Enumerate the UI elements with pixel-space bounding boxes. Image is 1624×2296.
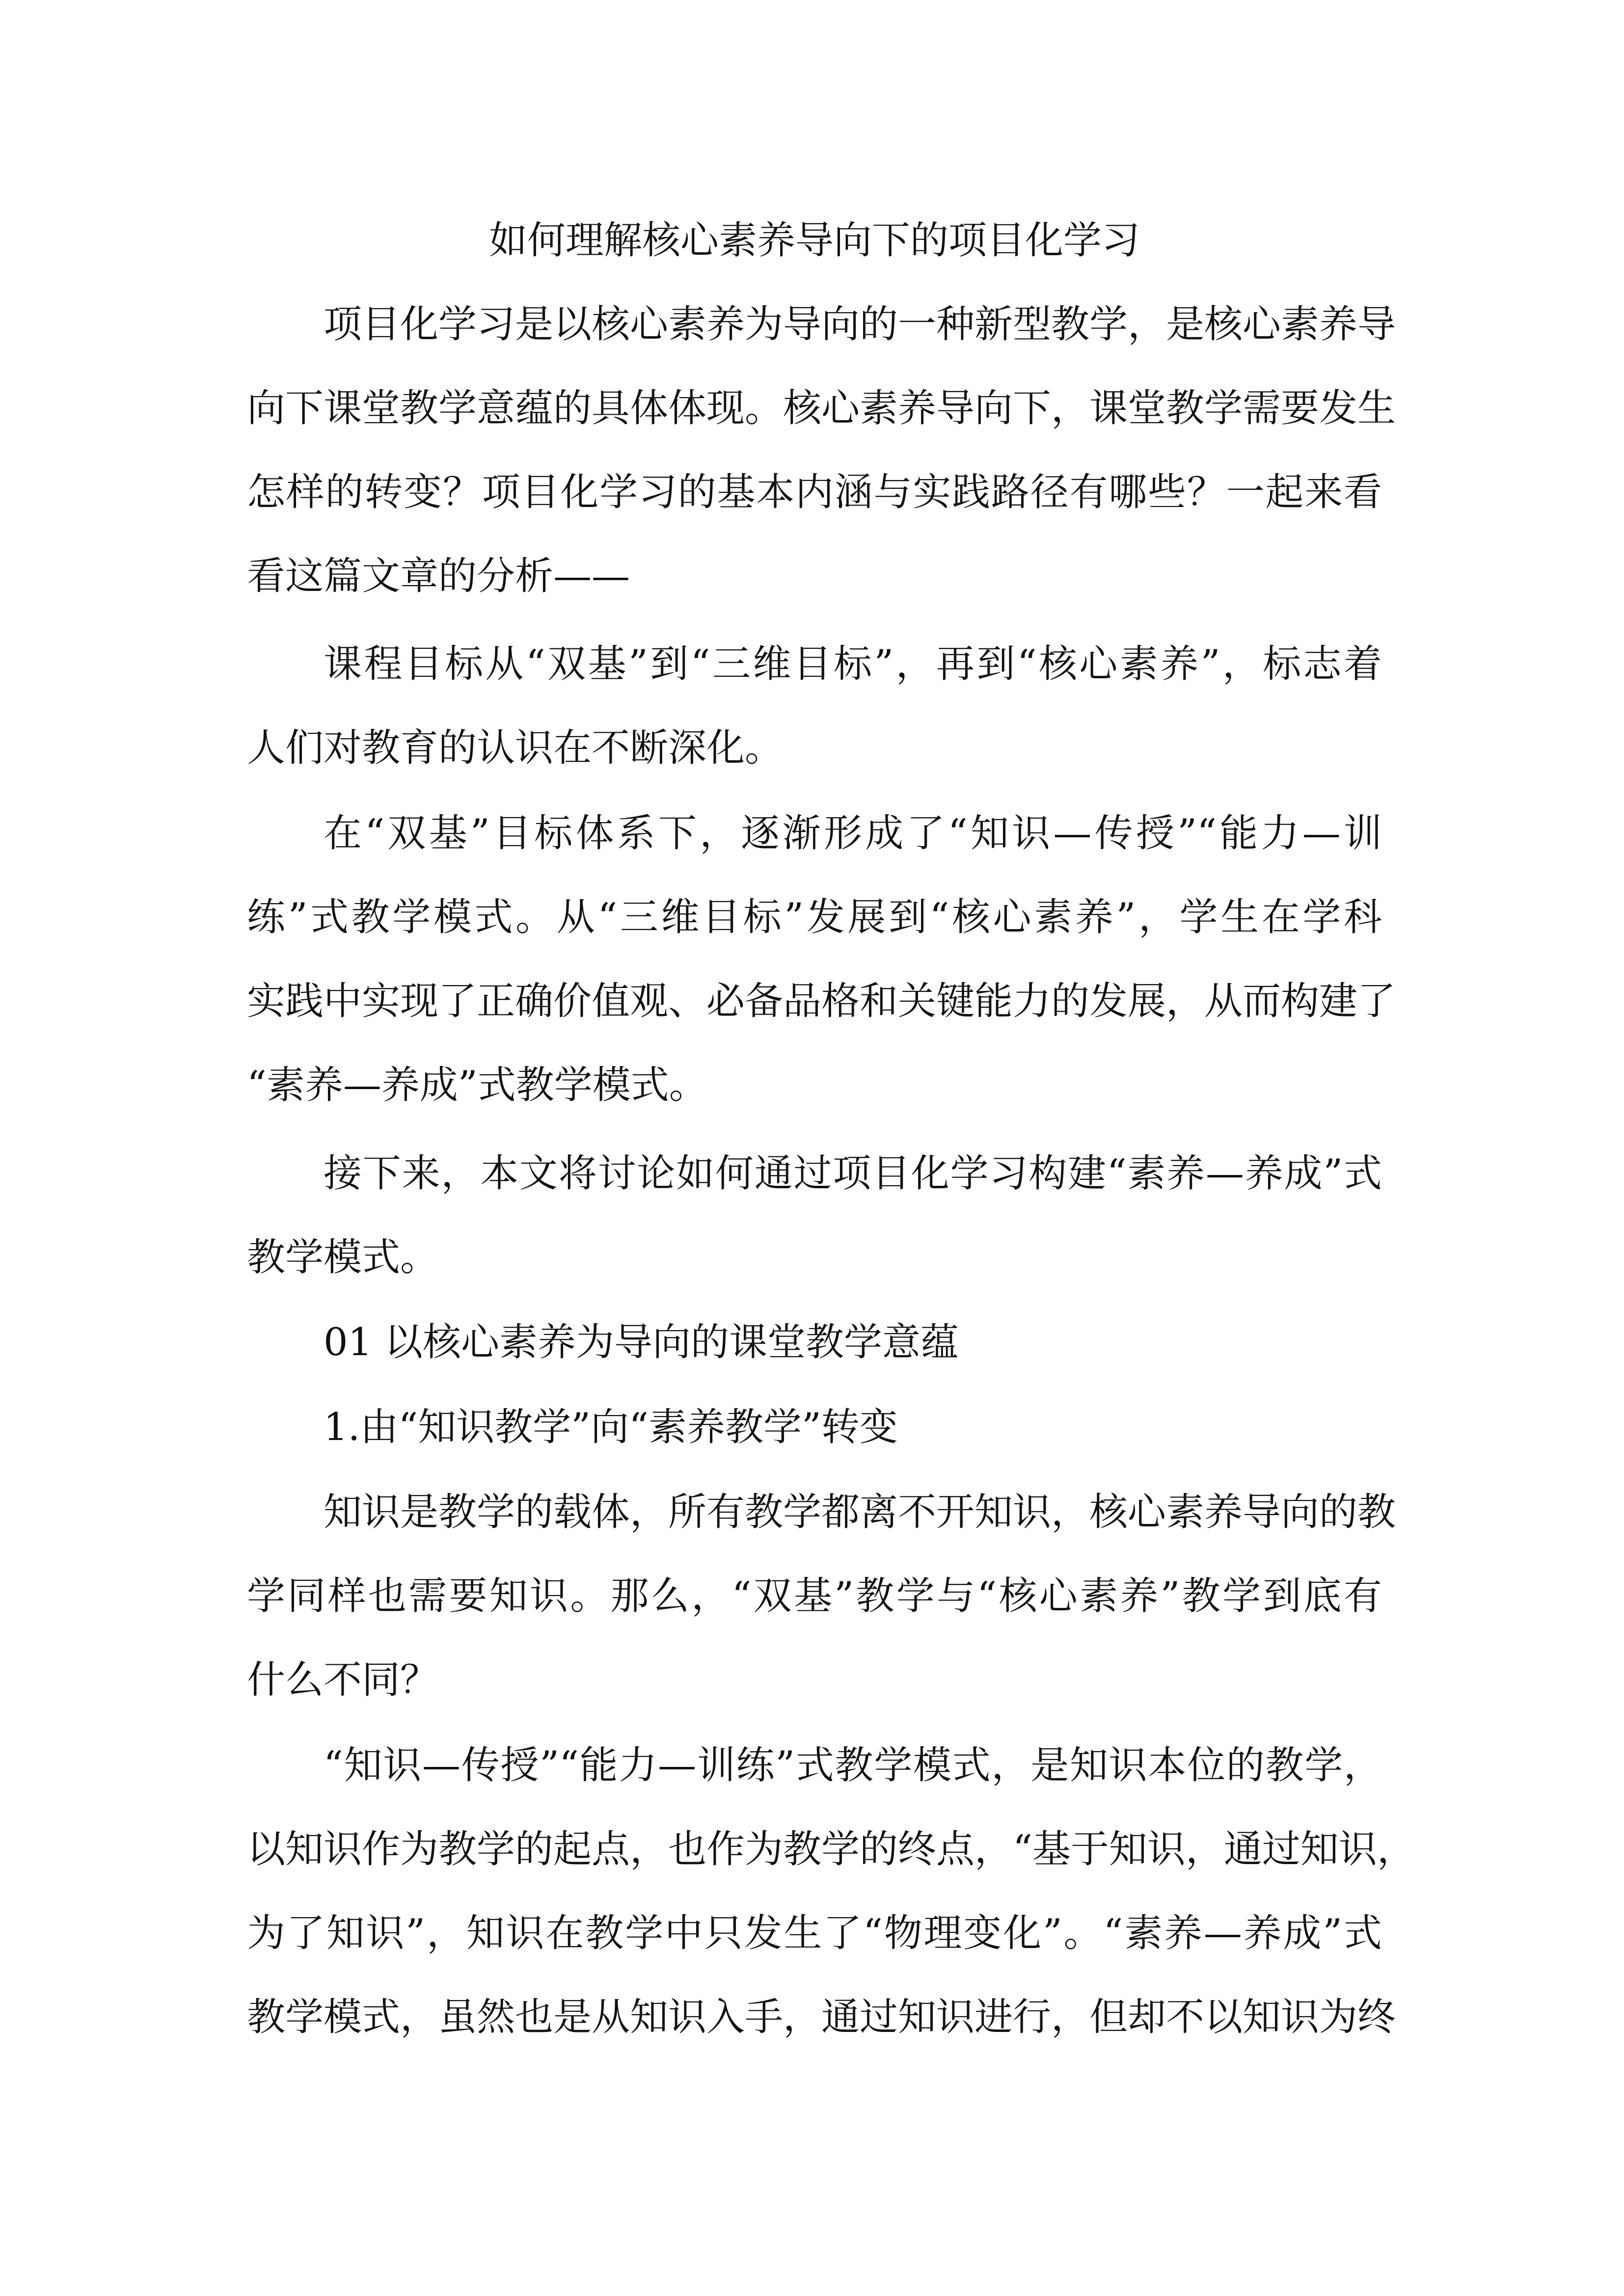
paragraph-line: 向下课堂教学意蕴的具体体现。核心素养导向下，课堂教学需要发生 xyxy=(247,386,1396,430)
paragraph-line: 教学模式，虽然也是从知识入手，通过知识进行，但却不以知识为终 xyxy=(247,1995,1396,2039)
paragraph-line: 实践中实现了正确价值观、必备品格和关键能力的发展，从而构建了 xyxy=(247,979,1396,1023)
paragraph-next xyxy=(247,1132,1382,1300)
paragraph-line: 项目化学习是以核心素养为导向的一种新型教学，是核心素养导 xyxy=(324,302,1396,347)
paragraph-line: 以知识作为教学的起点，也作为教学的终点，“基于知识，通过知识， xyxy=(247,1827,1415,1871)
section-heading xyxy=(247,1301,1382,1385)
paragraph-course-goals xyxy=(247,622,1382,790)
paragraph-line: 什么不同？ xyxy=(247,1658,439,1702)
paragraph-line: “知识—传授”“能力—训练”式教学模式，是知识本位的教学， xyxy=(324,1743,1382,1788)
paragraph-line: 教学模式。 xyxy=(247,1235,439,1280)
paragraph-line: 知识是教学的载体，所有教学都离不开知识，核心素养导向的教 xyxy=(324,1490,1396,1534)
paragraph-line: 怎样的转变？项目化学习的基本内涵与实践路径有哪些？一起来看 xyxy=(247,470,1382,514)
subsection-heading xyxy=(247,1386,1382,1469)
paragraph-line: 课程目标从“双基”到“三维目标”，再到“核心素养”，标志着 xyxy=(324,642,1382,686)
paragraph-line: “素养—养成”式教学模式。 xyxy=(247,1063,707,1107)
paragraph-line: 练”式教学模式。从“三维目标”发展到“核心素养”，学生在学科 xyxy=(247,895,1382,939)
paragraph-line: 为了知识”，知识在教学中只发生了“物理变化”。“素养—养成”式 xyxy=(247,1911,1382,1955)
paragraph-line: 看这篇文章的分析—— xyxy=(247,554,630,598)
paragraph-comparison xyxy=(247,1724,1415,2059)
paragraph-line: 学同样也需要知识。那么，“双基”教学与“核心素养”教学到底有 xyxy=(247,1574,1382,1618)
section-heading-text: 01 以核心素养为导向的课堂教学意蕴 xyxy=(324,1320,959,1364)
paragraph-line: 人们对教育的认识在不断深化。 xyxy=(247,726,784,770)
document-title: 如何理解核心素养导向下的项目化学习 xyxy=(488,218,1140,263)
paragraph-teaching-modes xyxy=(247,792,1396,1127)
paragraph-intro xyxy=(247,283,1396,618)
paragraph-knowledge xyxy=(247,1470,1396,1722)
paragraph-line: 在“双基”目标体系下，逐渐形成了“知识—传授”“能力—训 xyxy=(324,811,1382,855)
paragraph-line: 接下来，本文将讨论如何通过项目化学习构建“素养—养成”式 xyxy=(324,1151,1382,1196)
subsection-heading-text: 1.由“知识教学”向“素养教学”转变 xyxy=(324,1405,898,1449)
